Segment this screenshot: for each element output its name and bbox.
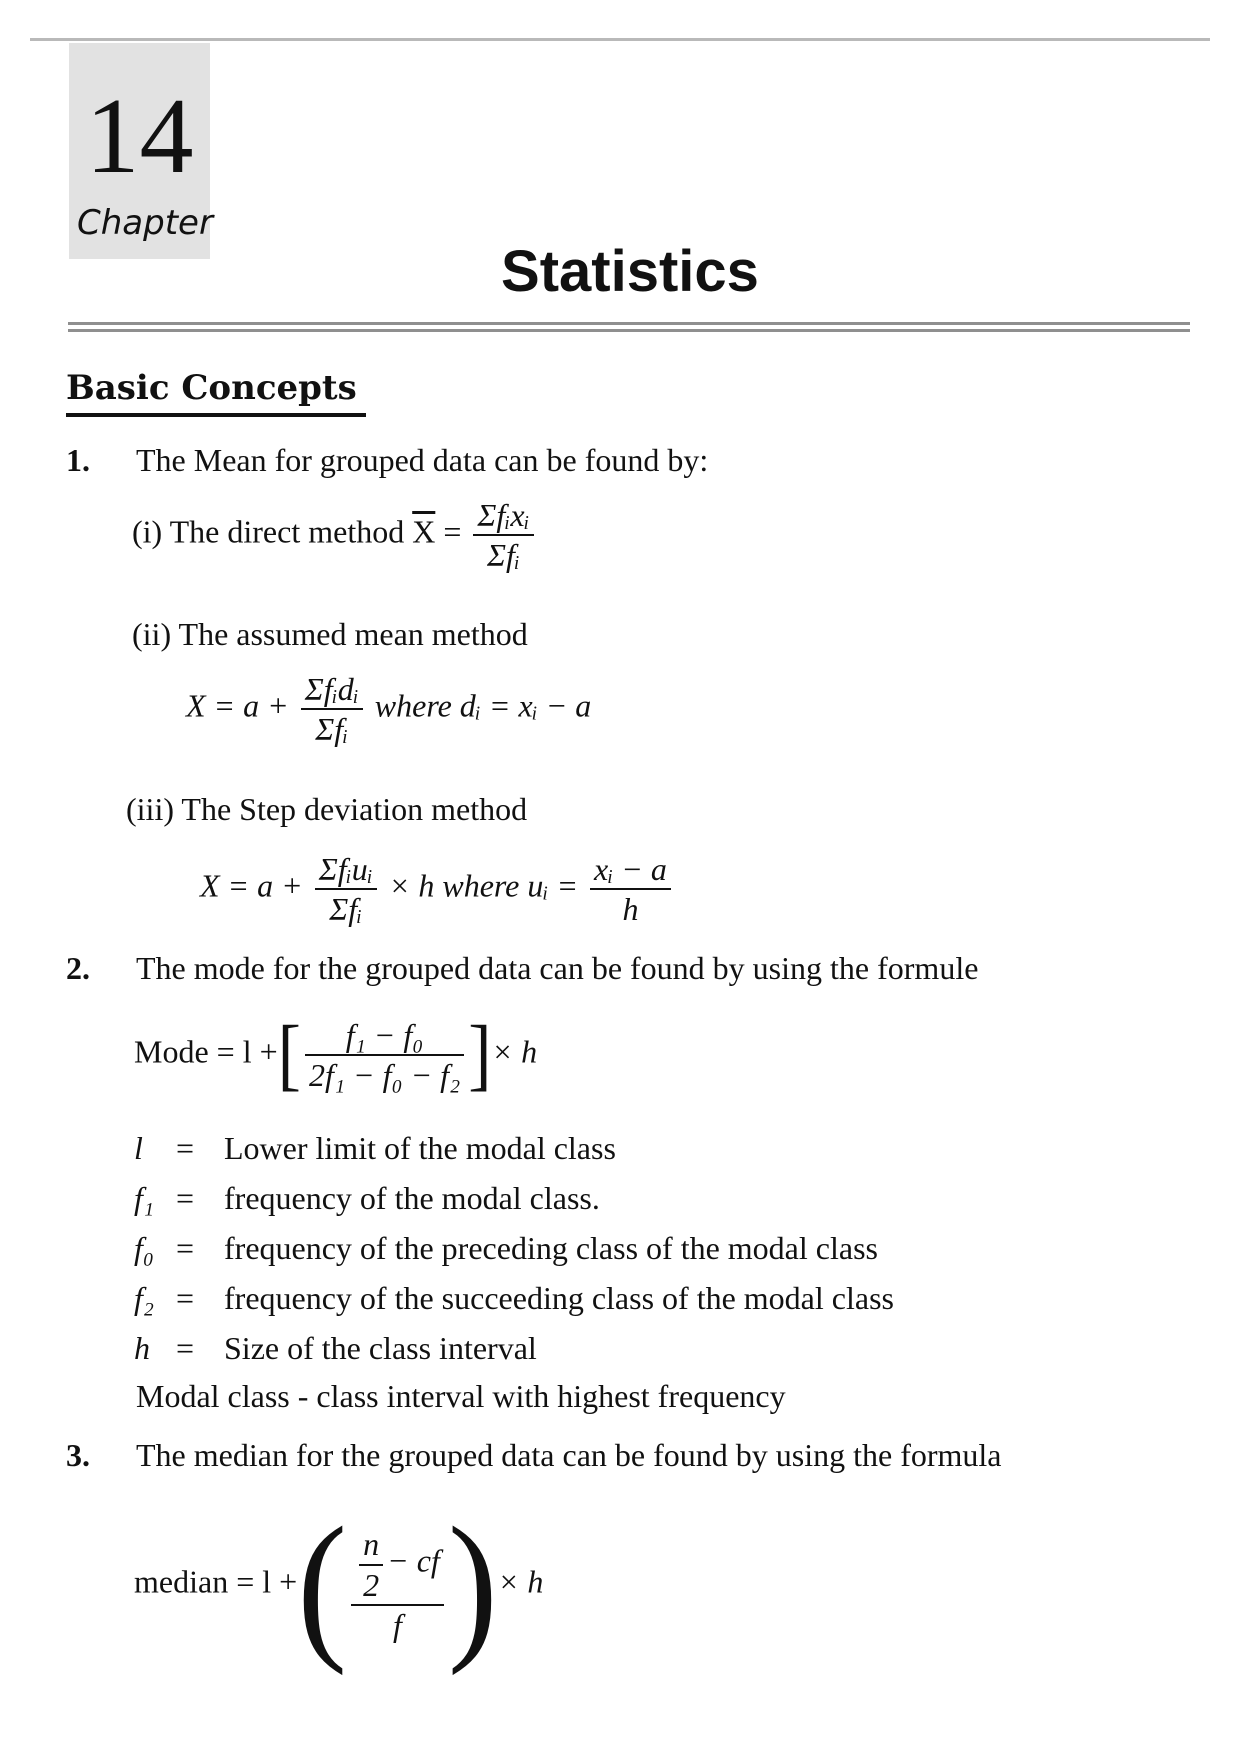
median-formula [134, 1493, 544, 1677]
u-fraction [590, 850, 671, 929]
top-rule [30, 38, 1210, 41]
direct-method-line: (i) The direct method $\overline{X}$ = $\frac{\text{Σfᵢxᵢ}}{\text{Σfᵢ}}$ [132, 496, 538, 575]
median-rhs: × h [497, 1563, 544, 1600]
minus-cf: − cf [387, 1543, 440, 1580]
assumed-fraction [301, 670, 363, 749]
section-underline [66, 413, 366, 417]
item-2-number: 2. [66, 950, 90, 986]
assumed-method-text: The assumed mean method [178, 616, 528, 652]
legend-text: frequency of the modal class. [224, 1180, 600, 1216]
median-denominator: f [393, 1607, 402, 1644]
step-method-line [126, 793, 527, 825]
assumed-method-formula [186, 670, 591, 749]
assumed-numerator: Σfᵢdᵢ [301, 670, 363, 710]
legend-text: Lower limit of the modal class [224, 1130, 616, 1166]
assumed-method-label: (ii) [132, 616, 172, 652]
n-over-2 [359, 1525, 383, 1604]
mode-formula [134, 1010, 538, 1100]
legend-text: Size of the class interval [224, 1330, 537, 1366]
direct-method-text: The direct method [169, 513, 405, 550]
left-bracket: [ [277, 1010, 301, 1100]
item-1-text: The Mean for grouped data can be found by: [136, 442, 709, 478]
median-lhs: median = l + [134, 1563, 298, 1600]
legend-equals: = [176, 1330, 195, 1366]
legend-equals: = [176, 1180, 195, 1216]
assumed-prefix: X = a + [186, 687, 289, 724]
two-symbol: 2 [363, 1566, 380, 1603]
legend-symbol: f₂ [134, 1280, 155, 1316]
step-after: × h where uᵢ = [388, 867, 579, 904]
direct-method-label: (i) [132, 513, 163, 550]
direct-numerator: Σfᵢxᵢ [473, 496, 533, 536]
assumed-method-line [132, 618, 528, 650]
direct-method-fraction [473, 496, 533, 575]
step-prefix: X = a + [200, 867, 303, 904]
right-paren: ) [447, 1493, 498, 1677]
mode-lhs: Mode = l + [134, 1033, 278, 1070]
title-rule-top [68, 322, 1190, 325]
step-fraction [315, 850, 377, 929]
item-3-number: 3. [66, 1437, 90, 1473]
mode-fraction [305, 1016, 464, 1095]
assumed-denominator: Σfᵢ [315, 711, 349, 748]
step-numerator: Σfᵢuᵢ [315, 850, 377, 890]
chapter-number: 14 [85, 77, 194, 196]
modal-class-note: Modal class - class interval with highest frequency [136, 1378, 786, 1414]
median-numerator [351, 1525, 444, 1606]
legend-equals: = [176, 1280, 195, 1316]
legend-text: frequency of the succeeding class of the modal class [224, 1280, 894, 1316]
item-2-text: The mode for the grouped data can be found by using the formule [136, 950, 979, 986]
right-bracket: ] [468, 1010, 492, 1100]
median-fraction [351, 1525, 444, 1644]
assumed-where: where dᵢ = xᵢ − a [374, 687, 592, 724]
mode-rhs: × h [491, 1033, 538, 1070]
section-heading: Basic Concepts [66, 368, 357, 408]
step-method-label: (iii) [126, 791, 174, 827]
chapter-badge [69, 43, 213, 259]
direct-denominator: Σfᵢ [486, 537, 520, 574]
chapter-title: Statistics [501, 239, 759, 304]
legend-text: frequency of the preceding class of the modal class [224, 1230, 878, 1266]
step-denominator: Σfᵢ [329, 891, 363, 928]
chapter-label: Chapter [77, 203, 213, 243]
n-symbol: n [359, 1525, 383, 1565]
legend-symbol: f₁ [134, 1180, 155, 1216]
legend-symbol: f₀ [134, 1230, 155, 1266]
left-paren: ( [297, 1493, 348, 1677]
mode-numerator: f₁ − f₀ [305, 1016, 464, 1056]
u-denominator: h [622, 891, 639, 928]
mode-denominator: 2f₁ − f₀ − f₂ [308, 1057, 461, 1094]
legend-symbol: l [134, 1130, 143, 1166]
step-method-formula [200, 850, 675, 929]
item-1-number: 1. [66, 442, 90, 478]
u-numerator: xᵢ − a [590, 850, 671, 890]
step-method-text: The Step deviation method [181, 791, 528, 827]
title-rule-bottom [68, 329, 1190, 332]
legend-equals: = [176, 1230, 195, 1266]
direct-method-lhs: $\overline{X}$ [412, 513, 436, 550]
legend-equals: = [176, 1130, 195, 1166]
legend-symbol: h [134, 1330, 150, 1366]
item-3-text: The median for the grouped data can be found by using the formula [136, 1437, 1002, 1473]
